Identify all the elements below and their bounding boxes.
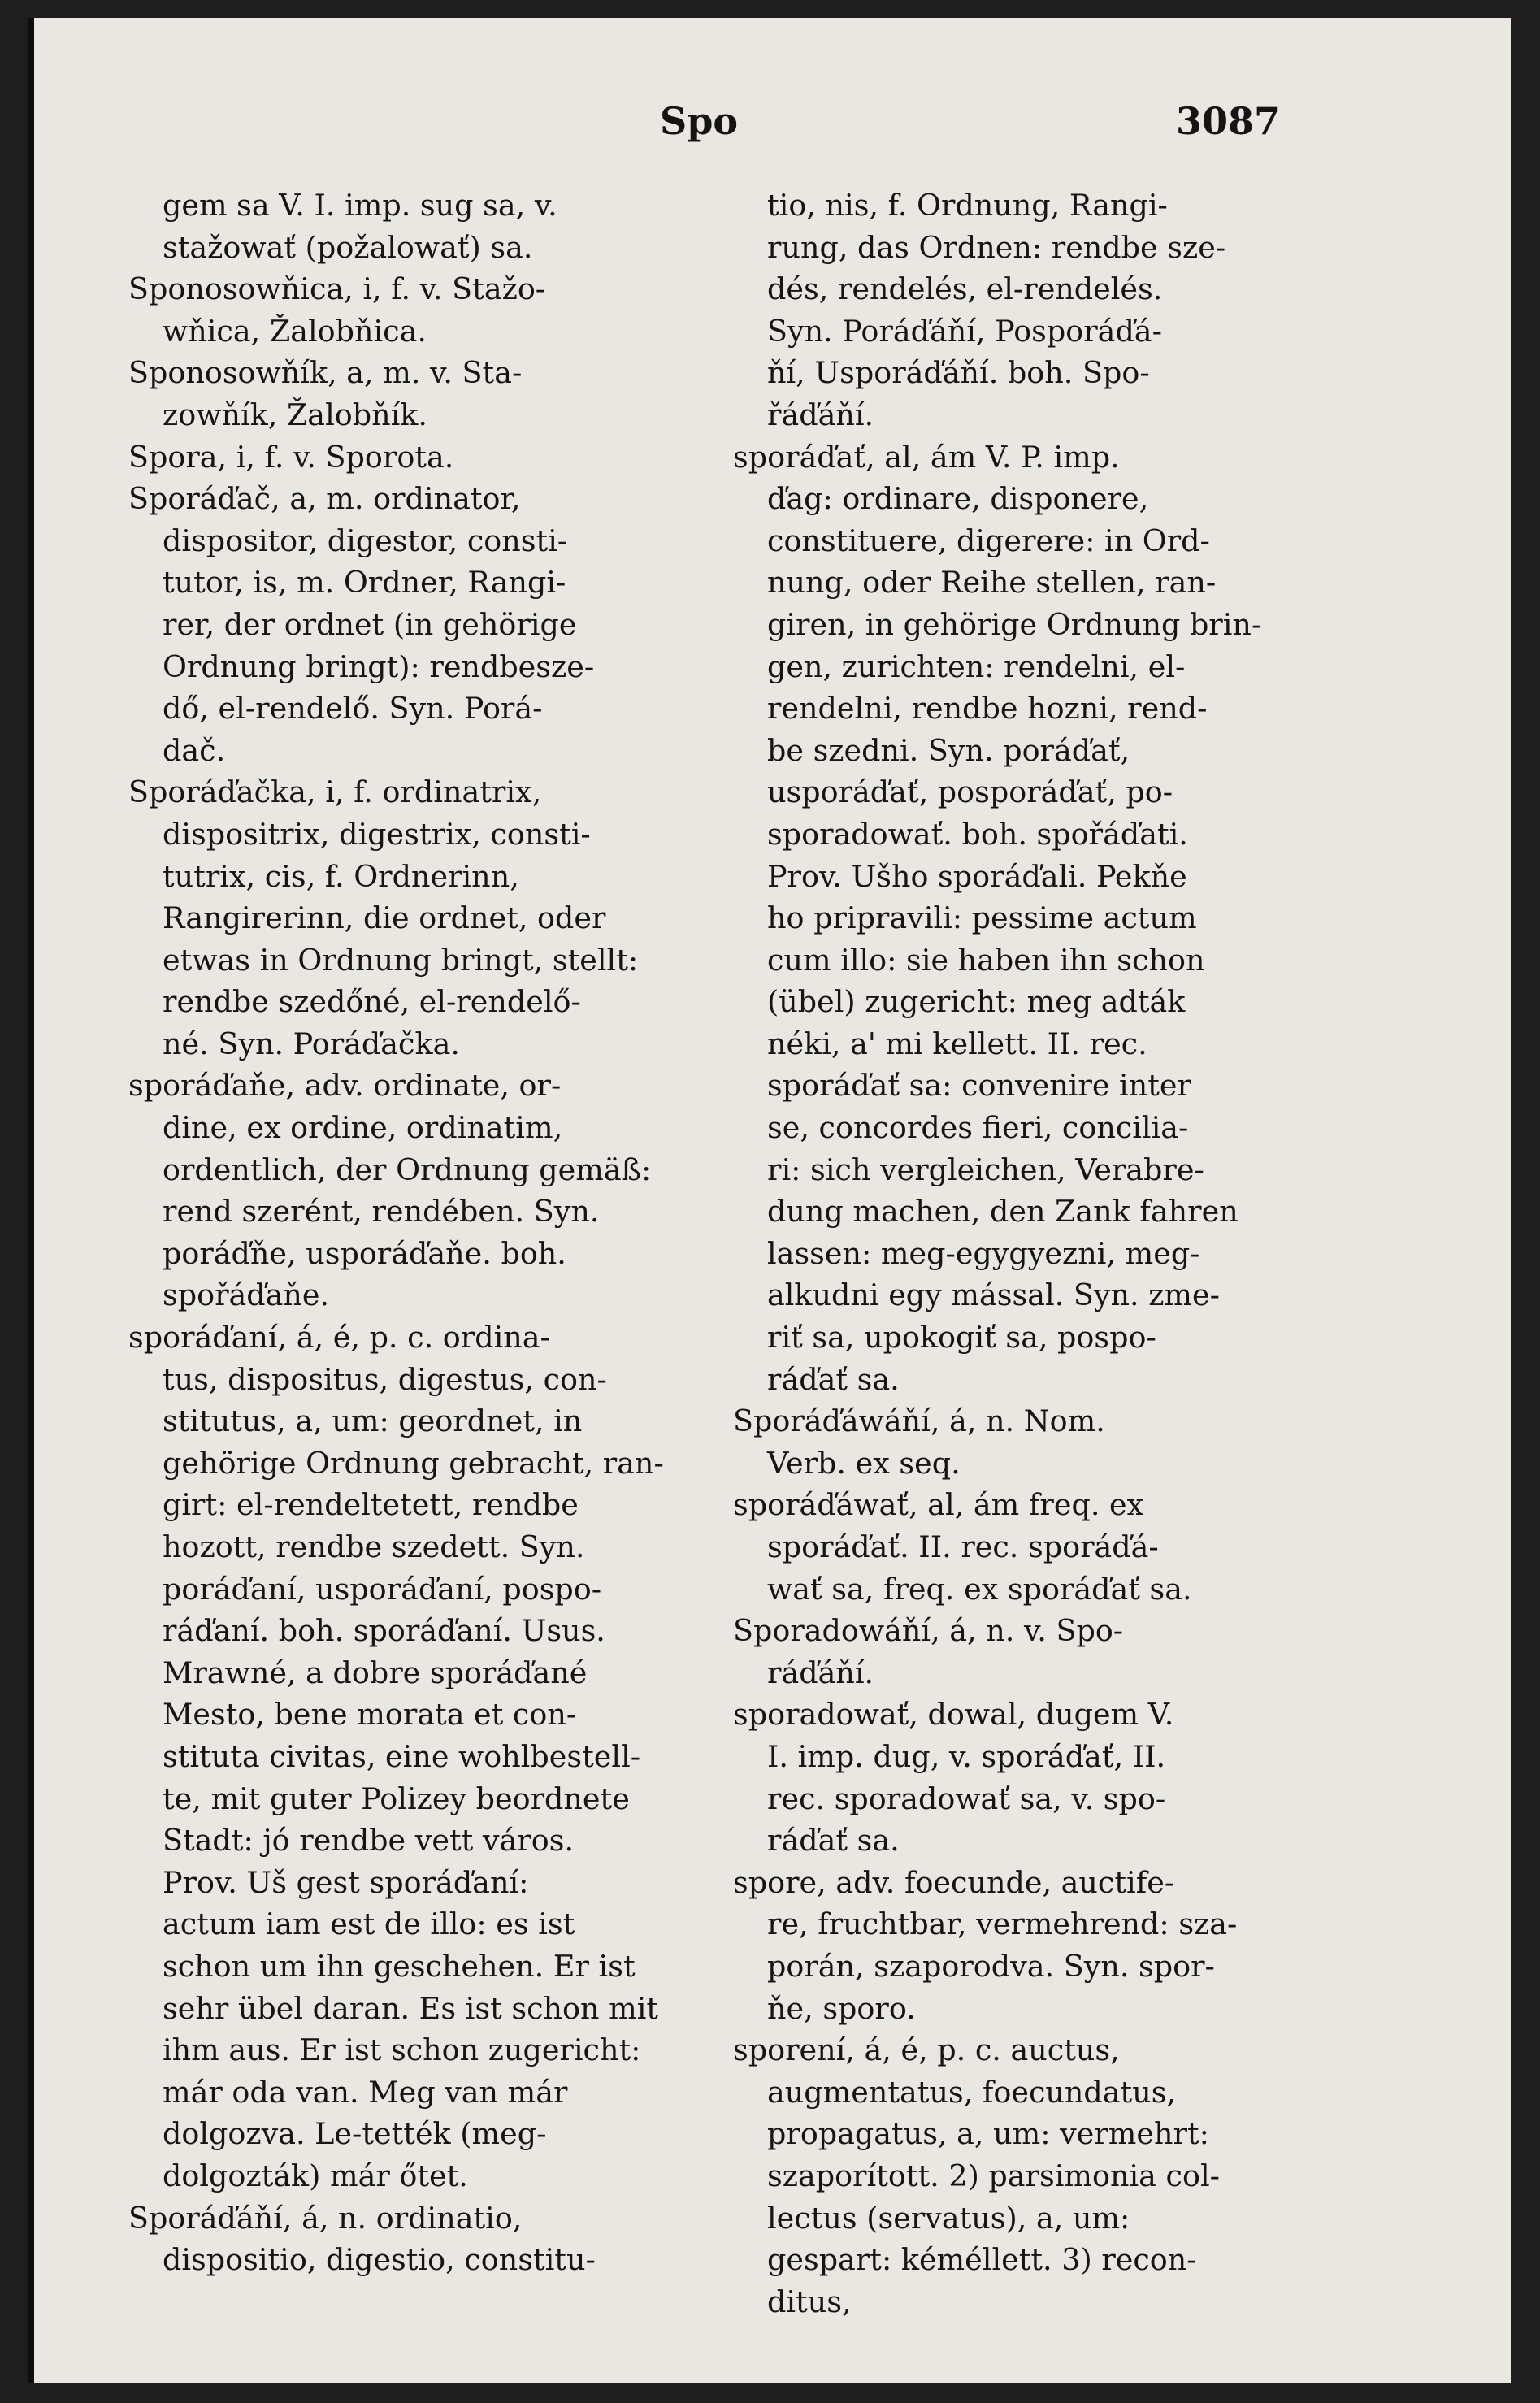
text-line: néki, a' mi kellett. II. rec. [767, 1026, 1147, 1061]
text-line: Sponosowňík, a, m. v. Sta- [128, 355, 523, 391]
text-line: ráďáňí. [767, 1655, 874, 1690]
text-line: ho pripravili: pessime actum [767, 900, 1197, 936]
text-line: stituta civitas, eine wohlbestell- [163, 1738, 641, 1774]
text-line: constituere, digerere: in Ord- [767, 523, 1210, 558]
text-line: már oda van. Meg van már [163, 2074, 568, 2110]
text-line: dung machen, den Zank fahren [767, 1194, 1239, 1230]
text-line: spořáďaňe. [163, 1277, 330, 1313]
text-line: Sponosowňica, i, f. v. Stažo- [128, 271, 546, 307]
text-line: dolgozták) már őtet. [163, 2158, 468, 2193]
text-line: riť sa, upokogiť sa, pospo- [767, 1320, 1156, 1355]
text-line: augmentatus, foecundatus, [767, 2074, 1177, 2110]
text-line: wňica, Žalobňica. [163, 313, 427, 349]
text-line: dés, rendelés, el-rendelés. [767, 271, 1163, 307]
text-line: rend szerént, rendében. Syn. [163, 1194, 600, 1230]
text-line: dispositio, digestio, constitu- [163, 2242, 596, 2278]
text-line: ňe, sporo. [767, 1990, 916, 2026]
text-line: sporadowať, dowal, dugem V. [733, 1697, 1174, 1733]
text-line: ráďať sa. [767, 1823, 900, 1859]
text-line: Stadt: jó rendbe vett város. [163, 1823, 575, 1859]
text-line: nung, oder Reihe stellen, ran- [767, 565, 1217, 601]
text-line: rer, der ordnet (in gehörige [163, 606, 577, 642]
text-line: Sporáďačka, i, f. ordinatrix, [128, 774, 542, 810]
text-line: (übel) zugericht: meg adták [767, 984, 1186, 1020]
text-line: tutrix, cis, f. Ordnerinn, [163, 858, 519, 894]
text-line: gem sa V. I. imp. sug sa, v. [163, 188, 557, 223]
text-line: Sporáďáňí, á, n. ordinatio, [128, 2200, 523, 2236]
text-line: ráďať sa. [767, 1361, 900, 1397]
text-line: giren, in gehörige Ordnung brin- [767, 606, 1262, 642]
text-line: dispositor, digestor, consti- [163, 523, 568, 558]
text-line: sporáďáwať, al, ám freq. ex [733, 1487, 1144, 1523]
text-line: ditus, [767, 2284, 852, 2319]
text-line: sporáďaní, á, é, p. c. ordina- [128, 1320, 550, 1355]
text-line: rec. sporadowať sa, v. spo- [767, 1781, 1166, 1816]
running-head: Spo [660, 99, 739, 143]
text-line: porán, szaporodva. Syn. spor- [767, 1948, 1215, 1984]
page-number: 3087 [1176, 99, 1281, 143]
text-line: te, mit guter Polizey beordnete [163, 1781, 630, 1816]
text-line: hozott, rendbe szedett. Syn. [163, 1529, 585, 1564]
text-line: Prov. Ušho sporáďali. Pekňe [767, 858, 1187, 894]
text-line: re, fruchtbar, vermehrend: sza- [767, 1906, 1238, 1942]
text-line: ráďaní. boh. sporáďaní. Usus. [163, 1613, 605, 1649]
text-line: Spora, i, f. v. Sporota. [128, 439, 454, 475]
text-line: sporáďaňe, adv. ordinate, or- [128, 1068, 562, 1104]
text-line: ordentlich, der Ordnung gemäß: [163, 1152, 652, 1187]
text-line: zowňík, Žalobňík. [163, 397, 427, 432]
text-line: sporáďať, al, ám V. P. imp. [733, 439, 1120, 475]
text-line: se, concordes fieri, concilia- [767, 1110, 1189, 1146]
text-line: ihm aus. Er ist schon zugericht: [163, 2032, 641, 2068]
dictionary-page [28, 18, 1511, 2383]
text-line: Syn. Poráďáňí, Posporáďá- [767, 313, 1162, 349]
text-line: gen, zurichten: rendelni, el- [767, 648, 1186, 684]
text-line: etwas in Ordnung bringt, stellt: [163, 942, 639, 978]
text-line: stitutus, a, um: geordnet, in [163, 1403, 583, 1439]
text-line: szaporított. 2) parsimonia col- [767, 2158, 1220, 2193]
text-line: actum iam est de illo: es ist [163, 1906, 575, 1942]
text-line: tutor, is, m. Ordner, Rangi- [163, 565, 566, 601]
text-line: Verb. ex seq. [767, 1445, 961, 1481]
text-line: Sporadowáňí, á, n. v. Spo- [733, 1613, 1124, 1649]
text-line: dispositrix, digestrix, consti- [163, 816, 591, 852]
text-line: I. imp. dug, v. sporáďať, II. [767, 1738, 1166, 1774]
text-line: girt: el-rendeltetett, rendbe [163, 1487, 579, 1523]
text-line: sporení, á, é, p. c. auctus, [733, 2032, 1120, 2068]
text-line: Ordnung bringt): rendbesze- [163, 648, 595, 684]
text-line: dolgozva. Le-tették (meg- [163, 2116, 547, 2152]
text-line: ďag: ordinare, disponere, [767, 481, 1149, 517]
text-line: usporáďať, posporáďať, po- [767, 774, 1173, 810]
text-line: rendbe szedőné, el-rendelő- [163, 984, 581, 1020]
text-line: dine, ex ordine, ordinatim, [163, 1110, 563, 1146]
text-line: lassen: meg-egygyezni, meg- [767, 1235, 1200, 1271]
text-line: be szedni. Syn. poráďať, [767, 732, 1130, 768]
text-line: lectus (servatus), a, um: [767, 2200, 1130, 2236]
text-line: Rangirerinn, die ordnet, oder [163, 900, 606, 936]
page-header [34, 99, 1511, 148]
text-line: Sporáďáwáňí, á, n. Nom. [733, 1403, 1105, 1439]
text-line: rendelni, rendbe hozni, rend- [767, 691, 1208, 727]
text-line: Mrawné, a dobre sporáďané [163, 1655, 588, 1690]
left-column [128, 184, 730, 2281]
text-line: wať sa, freq. ex sporáďať sa. [767, 1571, 1192, 1607]
text-line: tus, dispositus, digestus, con- [163, 1361, 607, 1397]
text-line: propagatus, a, um: vermehrt: [767, 2116, 1209, 2152]
text-line: spore, adv. foecunde, auctife- [733, 1864, 1175, 1900]
text-line: sporadowať. boh. spořáďati. [767, 816, 1188, 852]
text-line: sehr übel daran. Es ist schon mit [163, 1990, 659, 2026]
text-line: dő, el-rendelő. Syn. Porá- [163, 691, 543, 727]
text-line: ňí, Usporáďáňí. boh. Spo- [767, 355, 1150, 391]
right-column [733, 184, 1334, 2323]
text-line: tio, nis, f. Ordnung, Rangi- [767, 188, 1168, 223]
text-line: alkudni egy mással. Syn. zme- [767, 1277, 1220, 1313]
text-line: Mesto, bene morata et con- [163, 1697, 577, 1733]
text-line: Sporáďač, a, m. ordinator, [128, 481, 521, 517]
text-line: rung, das Ordnen: rendbe sze- [767, 229, 1226, 265]
text-line: gehörige Ordnung gebracht, ran- [163, 1445, 664, 1481]
text-line: Prov. Uš gest sporáďaní: [163, 1864, 529, 1900]
text-line: řáďáňí. [767, 397, 874, 432]
text-line: sporáďať sa: convenire inter [767, 1068, 1191, 1104]
text-line: gespart: kéméllett. 3) recon- [767, 2242, 1197, 2278]
text-line: schon um ihn geschehen. Er ist [163, 1948, 636, 1984]
text-line: poráďaní, usporáďaní, pospo- [163, 1571, 602, 1607]
text-line: sporáďať. II. rec. sporáďá- [767, 1529, 1159, 1564]
text-line: cum illo: sie haben ihn schon [767, 942, 1205, 978]
text-line: né. Syn. Poráďačka. [163, 1026, 460, 1061]
text-line: poráďňe, usporáďaňe. boh. [163, 1235, 566, 1271]
text-line: ri: sich vergleichen, Verabre- [767, 1152, 1204, 1187]
text-line: dač. [163, 732, 226, 768]
text-line: stažowať (požalowať) sa. [163, 229, 533, 265]
